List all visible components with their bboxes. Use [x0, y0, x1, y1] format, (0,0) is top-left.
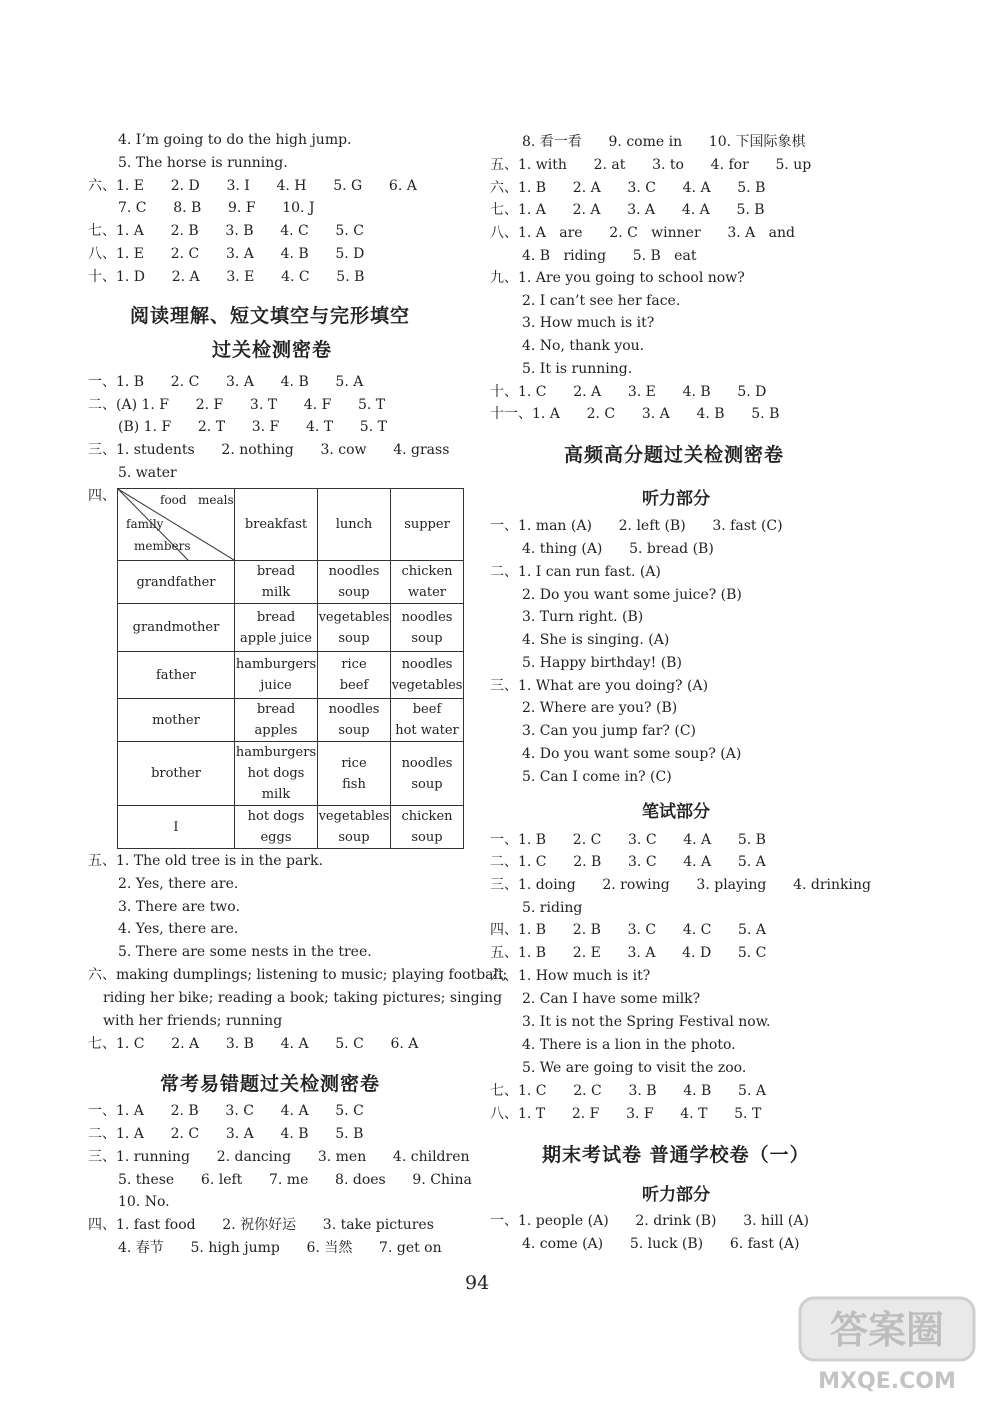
table-row — [118, 561, 464, 604]
answer-line: 3. Can you jump far? (C) — [522, 723, 696, 739]
answer-line: 一、1. A 2. B 3. C 4. A 5. C — [88, 1103, 364, 1119]
table-cell: chicken soup — [391, 806, 464, 849]
answer-line: 7. C 8. B 9. F 10. J — [118, 200, 315, 216]
answer-line: 五、1. B 2. E 3. A 4. D 5. C — [490, 945, 767, 961]
table-row — [118, 806, 464, 849]
answer-line: 3. There are two. — [118, 899, 240, 915]
answer-line: 4. There is a lion in the photo. — [522, 1037, 736, 1053]
table-cell: hot dogs eggs — [235, 806, 318, 849]
answer-line: 六、making dumplings; listening to music; playing football; — [88, 967, 508, 983]
answer-line: 二、1. I can run fast. (A) — [490, 564, 661, 580]
answer-line: 七、1. C 2. C 3. B 4. B 5. A — [490, 1083, 766, 1099]
member-cell: father — [118, 652, 235, 699]
answer-line: 5. riding — [522, 900, 583, 916]
table-cell: bread milk — [235, 561, 318, 604]
answer-line: 六、1. E 2. D 3. I 4. H 5. G 6. A — [88, 178, 417, 194]
member-cell: grandmother — [118, 604, 235, 652]
answer-line: 三、1. doing 2. rowing 3. playing 4. drinking — [490, 877, 871, 893]
table-cell: bread apple juice — [235, 604, 318, 652]
member-cell: I — [118, 806, 235, 849]
answer-line: 4. No, thank you. — [522, 338, 645, 354]
answer-line: riding her bike; reading a book; taking pictures; singing — [103, 990, 503, 1006]
table-cell: noodles vegetables — [391, 652, 464, 699]
column-header: breakfast — [235, 489, 318, 561]
answer-line: 三、1. running 2. dancing 3. men 4. children — [88, 1149, 470, 1165]
table-cell: beef hot water — [391, 699, 464, 742]
answer-line: 4. Do you want some soup? (A) — [522, 746, 742, 762]
answer-line: 一、1. B 2. C 3. C 4. A 5. B — [490, 832, 766, 848]
table-cell: hamburgers hot dogs milk — [235, 742, 318, 806]
answer-line: 十、1. D 2. A 3. E 4. C 5. B — [88, 269, 365, 285]
answer-line: 八、1. T 2. F 3. F 4. T 5. T — [490, 1106, 762, 1122]
answer-line: 一、1. man (A) 2. left (B) 3. fast (C) — [490, 518, 783, 534]
answer-line: 4. 春节 5. high jump 6. 当然 7. get on — [118, 1240, 442, 1256]
answer-line: 3. How much is it? — [522, 315, 655, 331]
answer-line: 六、1. How much is it? — [490, 968, 651, 984]
header-food: food — [160, 493, 187, 507]
answer-line: 五、1. with 2. at 3. to 4. for 5. up — [490, 157, 812, 173]
answer-line: 五、1. The old tree is in the park. — [88, 853, 323, 869]
section-title: 阅读理解、短文填空与完形填空 — [130, 305, 411, 327]
answer-line: 4. thing (A) 5. bread (B) — [522, 541, 714, 557]
table-cell: vegetables soup — [318, 604, 391, 652]
subsection-title: 听力部分 — [642, 489, 710, 509]
answer-line: 十一、1. A 2. C 3. A 4. B 5. B — [490, 406, 780, 422]
answer-line: 2. I can’t see her face. — [522, 293, 681, 309]
answer-line: 4. She is singing. (A) — [522, 632, 670, 648]
answer-line: 5. Happy birthday! (B) — [522, 655, 682, 671]
answer-line: 4. I’m going to do the high jump. — [118, 132, 352, 148]
column-header: lunch — [318, 489, 391, 561]
table-cell: rice fish — [318, 742, 391, 806]
table-cell: noodles soup — [318, 699, 391, 742]
subsection-title: 听力部分 — [642, 1185, 710, 1205]
answer-line: 二、1. C 2. B 3. C 4. A 5. A — [490, 854, 766, 870]
meals-table — [117, 488, 464, 849]
answer-line: 七、1. A 2. B 3. B 4. C 5. C — [88, 223, 364, 239]
section-title: 高频高分题过关检测密卷 — [564, 444, 785, 466]
answer-line: 二、(A) 1. F 2. F 3. T 4. F 5. T — [88, 397, 386, 413]
answer-line: 5. It is running. — [522, 361, 633, 377]
header-family: family — [126, 517, 164, 531]
answer-line: 5. these 6. left 7. me 8. does 9. China — [118, 1172, 472, 1188]
question-label: 四、 — [88, 488, 116, 504]
table-row — [118, 699, 464, 742]
answer-line: 3. It is not the Spring Festival now. — [522, 1014, 771, 1030]
member-cell: brother — [118, 742, 235, 806]
answer-line: 5. Can I come in? (C) — [522, 769, 672, 785]
watermark-icon — [792, 1288, 982, 1398]
table-cell: rice beef — [318, 652, 391, 699]
answer-line: 8. 看一看 9. come in 10. 下国际象棋 — [522, 134, 806, 150]
answer-line: 5. water — [118, 465, 177, 481]
page-number: 94 — [465, 1272, 490, 1294]
answer-line: 5. We are going to visit the zoo. — [522, 1060, 747, 1076]
table-cell: noodles soup — [391, 604, 464, 652]
member-cell: mother — [118, 699, 235, 742]
answer-line: 二、1. A 2. C 3. A 4. B 5. B — [88, 1126, 364, 1142]
answer-line: 2. Where are you? (B) — [522, 700, 678, 716]
watermark-text: 答案圈 — [829, 1308, 945, 1352]
member-cell: grandfather — [118, 561, 235, 604]
answer-line: 一、1. B 2. C 3. A 4. B 5. A — [88, 374, 364, 390]
table-cell: vegetables soup — [318, 806, 391, 849]
answer-line: 2. Do you want some juice? (B) — [522, 587, 742, 603]
answer-line: 10. No. — [118, 1194, 170, 1210]
table-row — [118, 652, 464, 699]
section-title: 过关检测密卷 — [212, 339, 333, 361]
answer-line: 4. come (A) 5. luck (B) 6. fast (A) — [522, 1236, 800, 1252]
answer-line: 十、1. C 2. A 3. E 4. B 5. D — [490, 384, 767, 400]
answer-line: 三、1. What are you doing? (A) — [490, 678, 709, 694]
table-cell: bread apples — [235, 699, 318, 742]
answer-line: 3. Turn right. (B) — [522, 609, 644, 625]
table-cell: chicken water — [391, 561, 464, 604]
watermark-logo — [792, 1288, 982, 1398]
answer-line: 九、1. Are you going to school now? — [490, 270, 745, 286]
answer-line: 4. Yes, there are. — [118, 921, 239, 937]
table-cell: hamburgers juice — [235, 652, 318, 699]
header-meals: meals — [198, 493, 234, 507]
subsection-title: 笔试部分 — [642, 802, 710, 822]
answer-line: with her friends; running — [103, 1013, 283, 1029]
answer-line: 一、1. people (A) 2. drink (B) 3. hill (A) — [490, 1213, 809, 1229]
header-members: members — [134, 539, 191, 553]
answer-line: 八、1. A are 2. C winner 3. A and — [490, 225, 795, 241]
answer-line: 七、1. A 2. A 3. A 4. A 5. B — [490, 202, 765, 218]
column-header: supper — [391, 489, 464, 561]
answer-line: 5. There are some nests in the tree. — [118, 944, 372, 960]
table-row — [118, 742, 464, 806]
table-cell: noodles soup — [391, 742, 464, 806]
answer-line: 2. Can I have some milk? — [522, 991, 701, 1007]
diagonal-header-cell — [118, 489, 235, 561]
answer-line: 4. B riding 5. B eat — [522, 248, 697, 264]
answer-line: 5. The horse is running. — [118, 155, 288, 171]
table-cell: noodles soup — [318, 561, 391, 604]
answer-line: 六、1. B 2. A 3. C 4. A 5. B — [490, 180, 766, 196]
answer-line: 三、1. students 2. nothing 3. cow 4. grass — [88, 442, 450, 458]
answer-line: 四、1. B 2. B 3. C 4. C 5. A — [490, 922, 766, 938]
answer-line: 2. Yes, there are. — [118, 876, 239, 892]
answer-line: 七、1. C 2. A 3. B 4. A 5. C 6. A — [88, 1036, 419, 1052]
section-title: 期末考试卷 普通学校卷（一） — [542, 1144, 810, 1166]
answer-line: (B) 1. F 2. T 3. F 4. T 5. T — [118, 419, 387, 435]
watermark-url: MXQE.COM — [818, 1369, 956, 1394]
answer-line: 八、1. E 2. C 3. A 4. B 5. D — [88, 246, 365, 262]
section-title: 常考易错题过关检测密卷 — [160, 1073, 381, 1095]
table-row — [118, 604, 464, 652]
answer-line: 四、1. fast food 2. 祝你好运 3. take pictures — [88, 1217, 434, 1233]
